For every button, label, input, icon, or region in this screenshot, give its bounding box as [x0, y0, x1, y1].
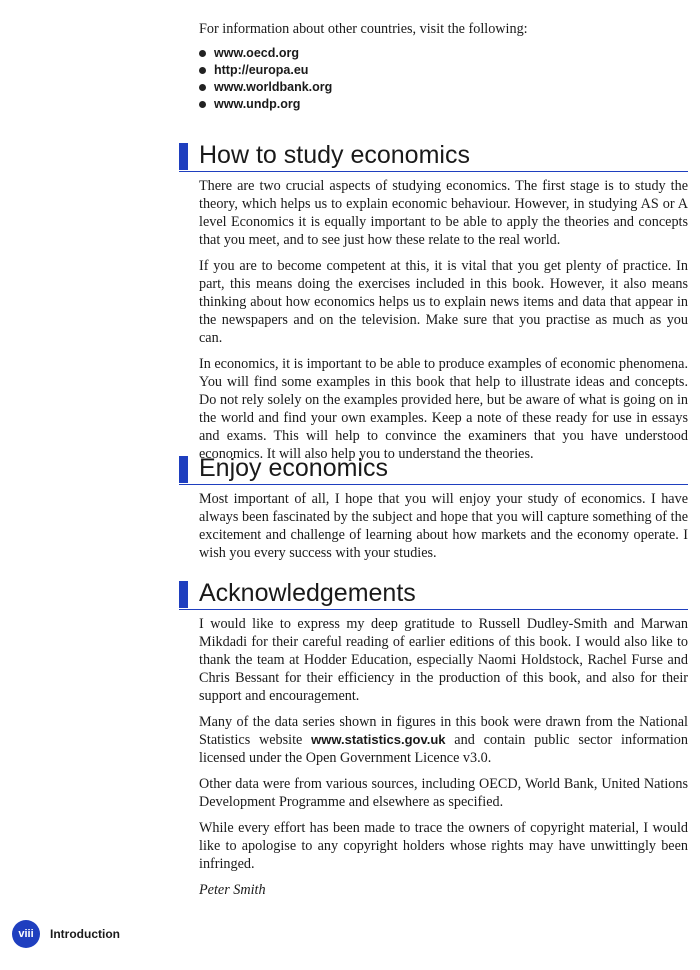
heading-bar [179, 456, 188, 483]
link-list [199, 45, 332, 113]
paragraph: If you are to become competent at this, it is vital that you get plenty of practice. In part, this means doing the exercises included in this book. However, it also means thinking about how economics helps us to explain news items and data that appear in the newspapers and on the television. Make sure that you practise as much as you can. [199, 258, 688, 346]
link-text[interactable]: www.worldbank.org [214, 80, 333, 94]
paragraph [199, 713, 688, 767]
link-text[interactable]: www.oecd.org [214, 46, 299, 60]
link-text[interactable]: http://europa.eu [214, 63, 309, 77]
enjoy-body [199, 490, 688, 562]
section-heading: Enjoy economics [199, 454, 388, 482]
paragraph: There are two crucial aspects of studying economics. The first stage is to study the theory, which helps us to explain economic behaviour. However, in studying AS or A level Economics it is equally important to be able to apply the theories and concepts that you meet, and to see just how these relate to the real world. [199, 178, 688, 248]
paragraph: I would like to express my deep gratitude to Russell Dudley-Smith and Marwan Mikdadi for their careful reading of earlier editions of this book. I would also like to thank the team at Hodder Education, especially Naomi Holdstock, Rachel Furse and Chris Bessant for their efficiency in the production of this book, and also for their support and encouragement. [199, 616, 688, 704]
paragraph: In economics, it is important to be able to produce examples of economic phenomena. You will find some examples in this book that help to illustrate ideas and concepts. Do not rely solely on the examples provided here, but be aware of what is going on in the world and find your own examples. Keep a note of these ready for use in essays and exams. This will help to convince the examiners that you have understood economics. It will also help you to understand the theories. [199, 356, 688, 462]
statistics-link[interactable]: www.statistics.gov.uk [311, 732, 446, 747]
author-signature: Peter Smith [199, 882, 266, 898]
link-item[interactable] [199, 79, 332, 96]
paragraph: Other data were from various sources, including OECD, World Bank, United Nations Development Programme and elsewhere as specified. [199, 776, 688, 810]
heading-bar [179, 143, 188, 170]
bullet-icon [199, 101, 206, 108]
link-item[interactable] [199, 62, 332, 79]
bullet-icon [199, 67, 206, 74]
link-item[interactable] [199, 45, 332, 62]
bullet-icon [199, 84, 206, 91]
section-heading: Acknowledgements [199, 579, 416, 607]
text-run: and contain public sector information licensed under the Open Government Licence v3.0. [199, 732, 688, 766]
heading-rule [179, 171, 688, 172]
bullet-icon [199, 50, 206, 57]
link-text[interactable]: www.undp.org [214, 97, 301, 111]
heading-bar [179, 581, 188, 608]
link-item[interactable] [199, 96, 332, 113]
page-number-badge: viii [12, 920, 40, 948]
section-heading: How to study economics [199, 141, 470, 169]
running-footer: Introduction [50, 927, 120, 941]
text-run: Many of the data series shown in figures in this book were drawn from the National Statistics website [199, 714, 688, 748]
paragraph: Most important of all, I hope that you will enjoy your study of economics. I have always been fascinated by the subject and hope that you will capture something of the excitement and challenge of learning about how markets and the economy operate. I wish you every success with your studies. [199, 491, 688, 561]
paragraph: While every effort has been made to trace the owners of copyright material, I would like to apologise to any copyright holders whose rights may have unwittingly been infringed. [199, 820, 688, 872]
ack-body [199, 615, 688, 899]
heading-rule [179, 484, 688, 485]
heading-rule [179, 609, 688, 610]
study-body [199, 177, 688, 463]
intro-text: For information about other countries, visit the following: [199, 21, 528, 37]
